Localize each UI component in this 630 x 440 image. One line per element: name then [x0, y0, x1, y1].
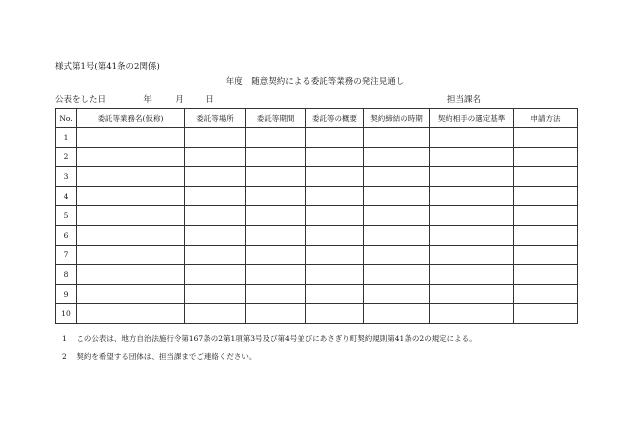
row-number: 2 — [56, 147, 77, 167]
table-cell — [514, 167, 578, 187]
table-row — [56, 265, 578, 285]
table-cell — [246, 284, 306, 304]
table-cell — [246, 245, 306, 265]
table-cell — [246, 265, 306, 285]
table-cell — [430, 225, 514, 245]
contract-plan-table — [55, 108, 578, 324]
table-cell — [514, 265, 578, 285]
table-cell — [246, 206, 306, 226]
table-cell — [514, 245, 578, 265]
table-cell — [306, 225, 364, 245]
table-cell — [364, 167, 430, 187]
note-1 — [62, 333, 477, 344]
column-header: 申請方法 — [514, 109, 578, 128]
table-cell — [77, 265, 185, 285]
table-cell — [514, 284, 578, 304]
row-number: 10 — [56, 304, 77, 324]
row-number: 6 — [56, 225, 77, 245]
table-body — [56, 128, 578, 324]
table-cell — [246, 186, 306, 206]
table-cell — [77, 304, 185, 324]
table-cell — [306, 284, 364, 304]
note-2 — [62, 351, 256, 362]
date-month-label: 月 — [175, 95, 184, 105]
table-cell — [514, 206, 578, 226]
table-cell — [306, 147, 364, 167]
table-row — [56, 167, 578, 187]
date-year-label: 年 — [143, 95, 152, 105]
table-cell — [364, 128, 430, 148]
table-cell — [77, 167, 185, 187]
table-cell — [306, 265, 364, 285]
table-cell — [430, 186, 514, 206]
table-row — [56, 206, 578, 226]
table-row — [56, 284, 578, 304]
row-number: 5 — [56, 206, 77, 226]
table-cell — [430, 128, 514, 148]
table-cell — [364, 225, 430, 245]
table-cell — [514, 128, 578, 148]
table-cell — [364, 245, 430, 265]
table-row — [56, 304, 578, 324]
note-1-number: 1 — [62, 334, 67, 343]
table-cell — [364, 186, 430, 206]
table-cell — [306, 128, 364, 148]
table-cell — [77, 186, 185, 206]
table-cell — [185, 206, 246, 226]
row-number: 1 — [56, 128, 77, 148]
table-cell — [430, 147, 514, 167]
table-cell — [514, 225, 578, 245]
table-cell — [430, 206, 514, 226]
row-number: 8 — [56, 265, 77, 285]
table-cell — [430, 265, 514, 285]
table-cell — [430, 304, 514, 324]
column-header: 委託等の概要 — [306, 109, 364, 128]
table-cell — [185, 167, 246, 187]
table-cell — [430, 245, 514, 265]
table-row — [56, 245, 578, 265]
table-cell — [246, 225, 306, 245]
date-day-label: 日 — [205, 95, 214, 105]
table-cell — [364, 265, 430, 285]
column-header: 契約相手の選定基準 — [430, 109, 514, 128]
table-cell — [77, 147, 185, 167]
row-number: 7 — [56, 245, 77, 265]
note-1-text: この公表は、地方自治法施行令第167条の2第1項第3号及び第4号並びにあさぎり町契約規則第41条の2の規定による。 — [76, 334, 477, 343]
table-cell — [77, 225, 185, 245]
department-label: 担当課名 — [447, 95, 482, 105]
column-header: 委託等業務名(仮称) — [77, 109, 185, 128]
row-number: 9 — [56, 284, 77, 304]
table-row — [56, 128, 578, 148]
note-2-text: 契約を希望する団体は、担当課までご連絡ください。 — [76, 352, 257, 361]
form-number: 様式第1号(第41条の2関係) — [55, 62, 160, 72]
table-cell — [185, 147, 246, 167]
table-cell — [306, 245, 364, 265]
document-title: 年度 随意契約による委託等業務の発注見通し — [225, 77, 405, 87]
table-cell — [185, 304, 246, 324]
table-cell — [77, 284, 185, 304]
table-cell — [306, 304, 364, 324]
table-cell — [246, 147, 306, 167]
table-cell — [77, 128, 185, 148]
table-cell — [185, 186, 246, 206]
table-cell — [306, 206, 364, 226]
table-cell — [246, 128, 306, 148]
table-row — [56, 147, 578, 167]
table-cell — [77, 206, 185, 226]
column-header: 委託等場所 — [185, 109, 246, 128]
table-cell — [185, 284, 246, 304]
publication-date-line — [55, 93, 214, 105]
table-cell — [246, 304, 306, 324]
publication-date-label: 公表をした日 — [55, 95, 107, 105]
table-cell — [185, 265, 246, 285]
table-cell — [364, 147, 430, 167]
table-header-row — [56, 109, 578, 128]
column-header: 委託等期間 — [246, 109, 306, 128]
table-row — [56, 225, 578, 245]
table-cell — [306, 167, 364, 187]
column-header: No. — [56, 109, 77, 128]
table-cell — [185, 225, 246, 245]
note-2-number: 2 — [62, 352, 67, 361]
table-cell — [430, 167, 514, 187]
row-number: 4 — [56, 186, 77, 206]
table-cell — [364, 304, 430, 324]
table-cell — [246, 167, 306, 187]
table-row — [56, 186, 578, 206]
table-cell — [514, 186, 578, 206]
row-number: 3 — [56, 167, 77, 187]
table-cell — [77, 245, 185, 265]
table-cell — [514, 304, 578, 324]
table-cell — [364, 206, 430, 226]
table-cell — [306, 186, 364, 206]
table-cell — [430, 284, 514, 304]
column-header: 契約締結の時期 — [364, 109, 430, 128]
table-cell — [185, 128, 246, 148]
table-cell — [364, 284, 430, 304]
table-cell — [185, 245, 246, 265]
table-cell — [514, 147, 578, 167]
